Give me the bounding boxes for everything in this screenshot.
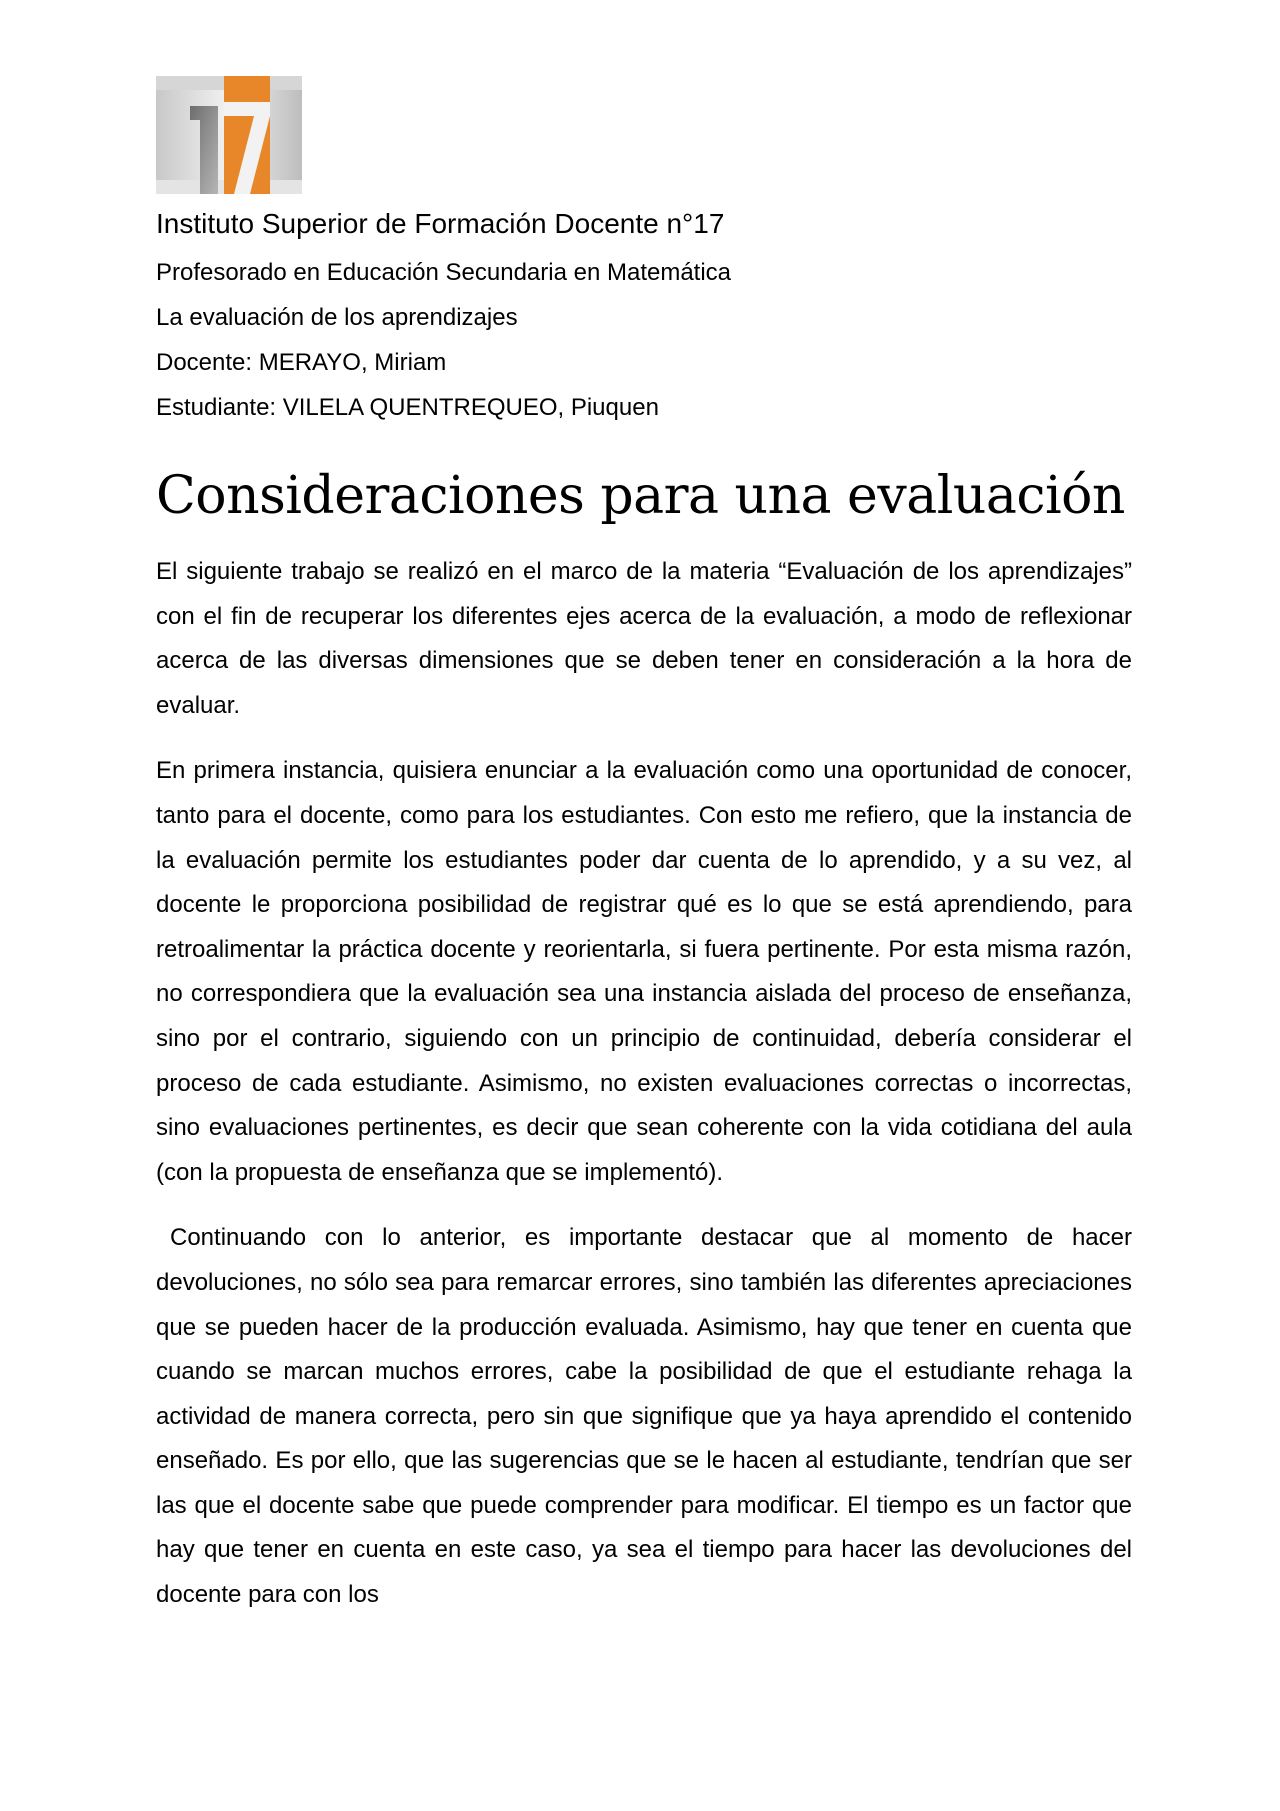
paragraph-feedback: Continuando con lo anterior, es importante destacar que al momento de hacer devoluciones, no sólo sea para remarcar errores, sino también las diferentes apreciaciones que se pueden hacer de la producción evaluada. Asimismo, hay que tener en cuenta que cuando se marcan muchos errores, cabe la posibilidad de que el estudiante rehaga la actividad de manera correcta, pero sin que signifique que ya haya aprendido el contenido enseñado. Es por ello, que las sugerencias que se le hacen al estudiante, tendrían que ser las que el docente sabe que puede comprender para modificar. El tiempo es un factor que hay que tener en cuenta en este caso, ya sea el tiempo para hacer las devoluciones del docente para con los — [156, 1224, 1132, 1609]
document-title: Consideraciones para una evaluación — [156, 466, 1125, 526]
isfd-17-logo-icon — [156, 76, 302, 194]
paragraph-intro: El siguiente trabajo se realizó en el marco de la materia “Evaluación de los aprendizajes” con el fin de recuperar los diferentes ejes acerca de la evaluación, a modo de reflexionar acerca de las diversas dimensiones que se deben tener en consideración a la hora de evaluar. — [156, 558, 1132, 719]
teacher-name: Docente: MERAYO, Miriam — [156, 349, 447, 376]
institute-name: Instituto Superior de Formación Docente n°17 — [156, 208, 725, 239]
subject-name: La evaluación de los aprendizajes — [156, 304, 518, 331]
paragraph-evaluation-opportunity: En primera instancia, quisiera enunciar a la evaluación como una oportunidad de conocer, tanto para el docente, como para los estudiantes. Con esto me refiero, que la instancia de la evaluación permite los estudiantes poder dar cuenta de lo aprendido, y a su vez, al docente le proporciona posibilidad de registrar qué es lo que se está aprendiendo, para retroalimentar la práctica docente y reorientarla, si fuera pertinente. Por esta misma razón, no correspondiera que la evaluación sea una instancia aislada del proceso de enseñanza, sino por el contrario, siguiendo con un principio de continuidad, debería considerar el proceso de cada estudiante. Asimismo, no existen evaluaciones correctas o incorrectas, sino evaluaciones pertinentes, es decir que sean coherente con la vida cotidiana del aula (con la propuesta de enseñanza que se implementó). — [156, 757, 1132, 1186]
student-name: Estudiante: VILELA QUENTREQUEO, Piuquen — [156, 394, 659, 421]
career-name: Profesorado en Educación Secundaria en Matemática — [156, 259, 732, 286]
document-page — [156, 76, 1132, 1639]
